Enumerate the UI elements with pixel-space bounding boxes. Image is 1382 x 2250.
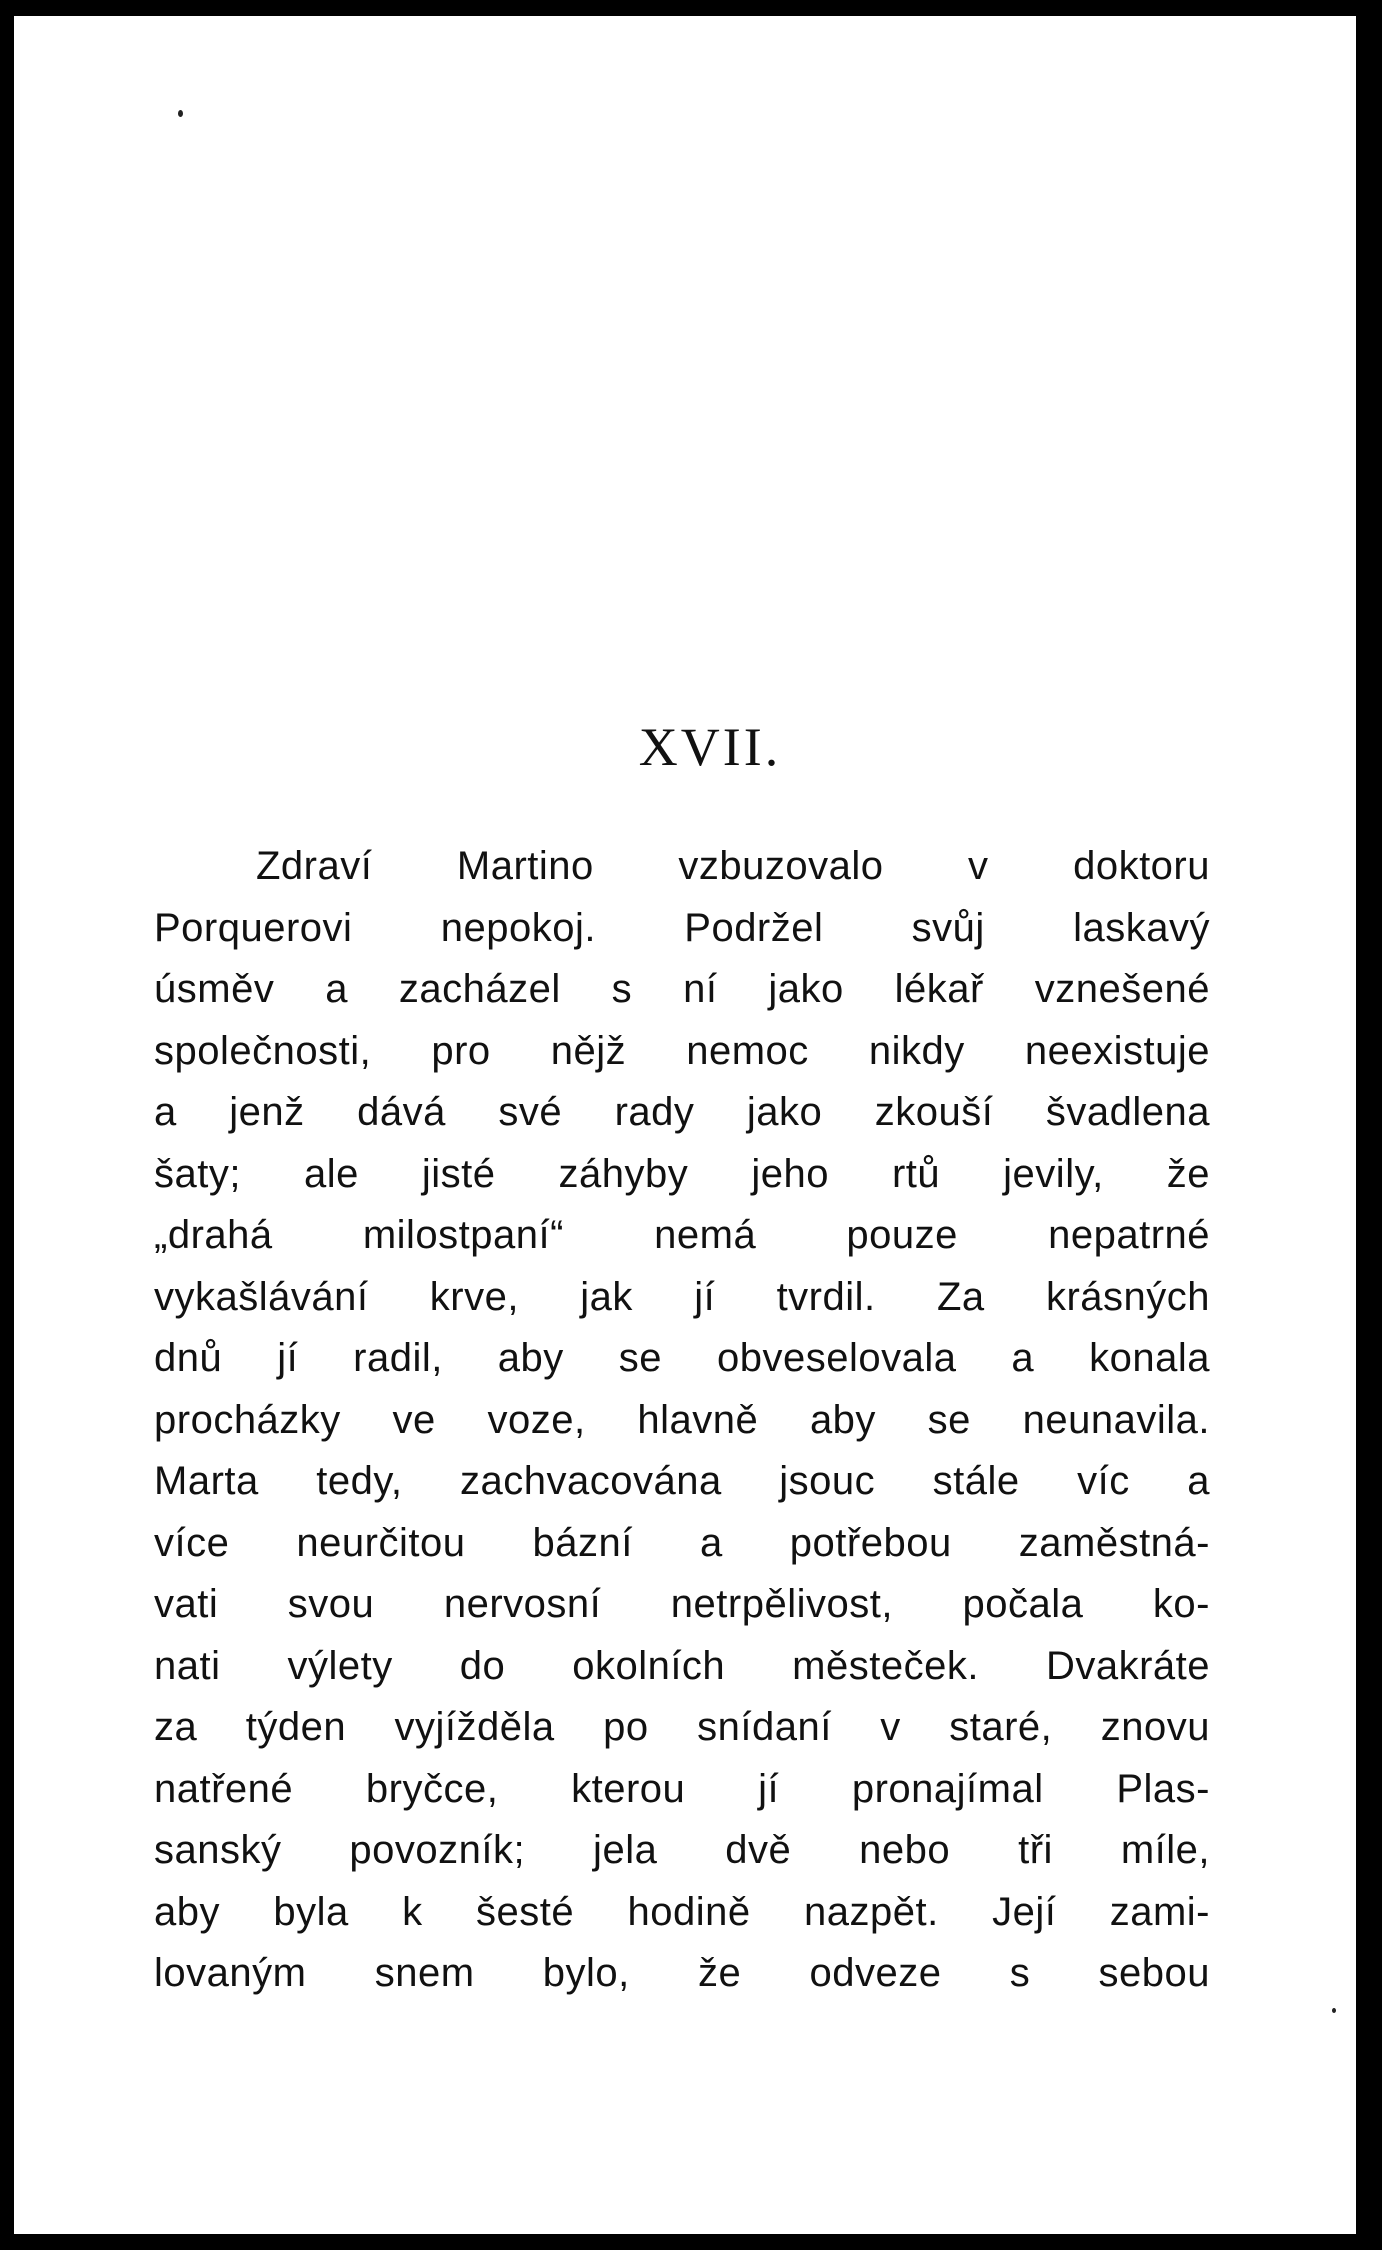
chapter-body-text: [154, 836, 1210, 2005]
text-line: „drahá milostpaní“ nemá pouze nepatrné: [154, 1213, 1210, 1257]
text-line: dnů jí radil, aby se obveselovala a konala: [154, 1336, 1210, 1380]
chapter-heading: XVII.: [638, 717, 782, 777]
print-speck: [1332, 2008, 1336, 2013]
text-line: aby byla k šesté hodině nazpět. Její zami-: [154, 1889, 1210, 1934]
text-line: vykašlávání krve, jak jí tvrdil. Za krásných: [154, 1274, 1210, 1319]
text-line: nati výlety do okolních městeček. Dvakráte: [154, 1643, 1210, 1688]
text-line: Porquerovi nepokoj. Podržel svůj laskavý: [154, 905, 1210, 950]
text-line: více neurčitou bázní a potřebou zaměstná-: [154, 1520, 1210, 1565]
text-line: natřené bryčce, kterou jí pronajímal Plas-: [154, 1766, 1210, 1811]
text-line: a jenž dává své rady jako zkouší švadlena: [154, 1090, 1210, 1134]
text-line: za týden vyjížděla po snídaní v staré, znovu: [154, 1705, 1210, 1749]
text-line: šaty; ale jisté záhyby jeho rtů jevily, že: [154, 1151, 1210, 1196]
print-speck: [178, 110, 183, 117]
text-line: procházky ve voze, hlavně aby se neunavila.: [154, 1397, 1210, 1442]
text-line: Marta tedy, zachvacována jsouc stále víc a: [154, 1459, 1210, 1503]
text-line: sanský povozník; jela dvě nebo tři míle,: [154, 1828, 1210, 1872]
text-line: lovaným snem bylo, že odveze s sebou: [154, 1951, 1210, 1995]
book-page: [14, 16, 1356, 2234]
text-line: vati svou nervosní netrpělivost, počala ko-: [154, 1582, 1210, 1626]
text-line: úsměv a zacházel s ní jako lékař vznešené: [154, 967, 1210, 1011]
text-line: společnosti, pro nějž nemoc nikdy neexistuje: [154, 1028, 1210, 1073]
text-line: Zdraví Martino vzbuzovalo v doktoru: [256, 844, 1210, 888]
